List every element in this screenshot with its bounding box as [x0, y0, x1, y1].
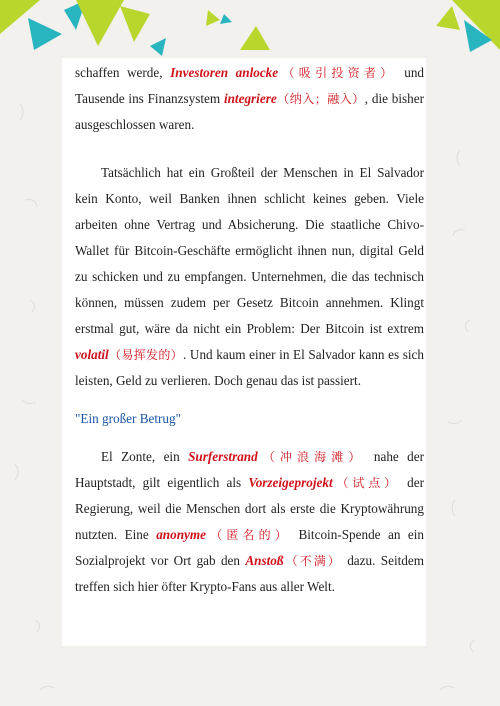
vocab-vorzeigeprojekt: Vorzeigeprojekt — [248, 475, 333, 490]
vocab-volatil: volatil — [75, 347, 109, 362]
section-heading: "Ein großer Betrug" — [75, 411, 181, 426]
paragraph-3: El Zonte, ein Surferstrand（冲浪海滩） nahe der Hauptstadt, gilt eigentlich als Vorzeigeprojekt（试点） der Regierung, weil die Menschen dort als erste die Kryptowährung nutzten. Eine anonyme（匿名的） Bitcoin-Spende an ein Sozialprojekt vor Ort gab den Anstoß（不满） dazu. Seitdem treffen sich hier öfter Krypto-Fans aus aller Welt. — [75, 449, 425, 594]
vocab-surferstrand: Surferstrand — [188, 449, 258, 464]
gloss-investoren-anlocke: （吸引投资者） — [278, 66, 397, 80]
gloss-surferstrand: （冲浪海滩） — [257, 450, 366, 464]
gloss-volatil: （易挥发的） — [108, 348, 183, 362]
gloss-anonyme: （匿名的） — [206, 528, 292, 542]
vocab-anstoss: Anstoß — [245, 553, 284, 568]
gloss-integriere: （纳入；融入） — [276, 92, 365, 106]
paragraph-1: schaffen werde, Investoren anlocke（吸引投资者） und Tausende ins Finanzsystem integriere（纳入；融入）, die bisher ausgeschlossen waren. — [75, 65, 425, 132]
gloss-vorzeigeprojekt: （试点） — [332, 476, 400, 490]
paragraph-2: Tatsächlich hat ein Großteil der Menschen in El Salvador kein Konto, weil Banken ihnen schlicht keines geben. Viele arbeiten ohne Vertrag und Absicherung. Die staatliche Chivo-Wallet für Bitcoin-Geschäfte ermöglicht ihnen nun, digital Geld zu schicken und zu empfangen. Unternehmen, die das technisch können, müssen zudem per Gesetz Bitcoin annehmen. Klingt erstmal gut, wäre da nicht ein Problem: Der Bitcoin ist extrem volatil（易挥发的）. Und kaum einer in El Salvador kann es sich leisten, Geld zu verlieren. Doch genau das ist passiert. — [75, 165, 424, 388]
decorative-triangles — [0, 0, 500, 60]
vocab-anonyme: anonyme — [156, 527, 207, 542]
article-page — [62, 58, 426, 646]
vocab-integriere: integriere — [223, 91, 277, 106]
vocab-investoren-anlocke: Investoren anlocke — [170, 65, 279, 80]
gloss-anstoss: （不满） — [283, 554, 342, 568]
